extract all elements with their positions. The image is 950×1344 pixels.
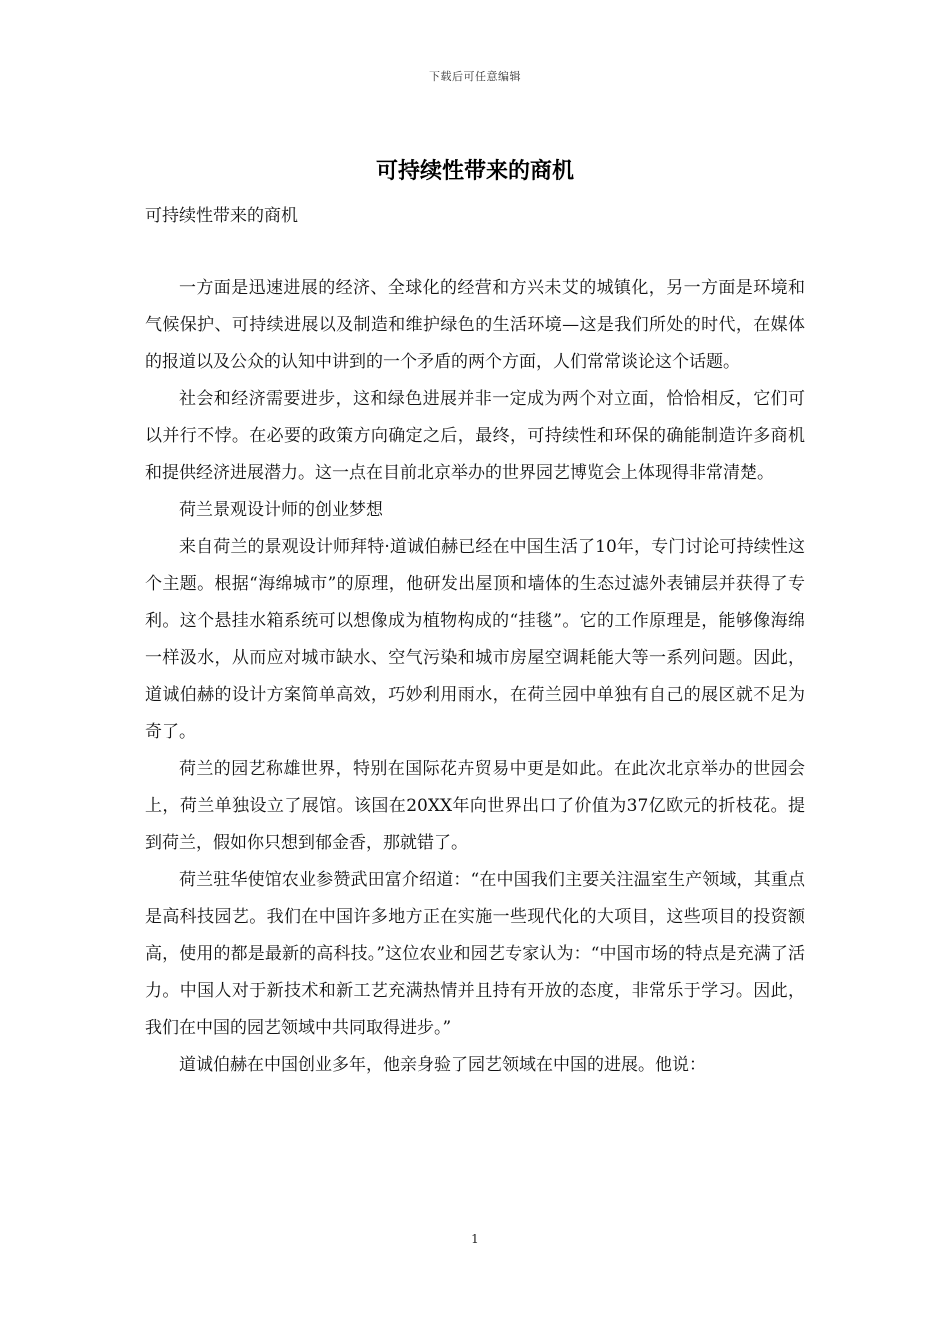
header-note: 下载后可任意编辑 (429, 70, 521, 83)
paragraph: 道诚伯赫在中国创业多年，他亲身验了园艺领域在中国的进展。他说： (179, 1055, 706, 1075)
paragraph: 荷兰的园艺称雄世界，特别在国际花卉贸易中更是如此。在此次北京举办的世园会上，荷兰单独设立了展馆。该国在20XX年向世界出口了价值为37亿欧元的折枝花。提到荷兰，假如你只想到郁金香，那就错了。 (145, 759, 805, 853)
paragraph: 一方面是迅速进展的经济、全球化的经营和方兴未艾的城镇化，另一方面是环境和气候保护、可持续进展以及制造和维护绿色的生活环境—这是我们所处的时代，在媒体的报道以及公众的认知中讲到的一个矛盾的两个方面，人们常常谈论这个话题。 (145, 278, 805, 372)
document-body (145, 270, 805, 1084)
paragraph: 社会和经济需要进步，这和绿色进展并非一定成为两个对立面，恰恰相反，它们可以并行不悖。在必要的政策方向确定之后，最终，可持续性和环保的确能制造许多商机和提供经济进展潜力。这一点在目前北京举办的世界园艺博览会上体现得非常清楚。 (145, 389, 805, 483)
document-subtitle: 可持续性带来的商机 (145, 206, 298, 226)
document-title: 可持续性带来的商机 (375, 158, 574, 184)
paragraph: 荷兰驻华使馆农业参赞武田富介绍道：“在中国我们主要关注温室生产领域，其重点是高科技园艺。我们在中国许多地方正在实施一些现代化的大项目，这些项目的投资额高，使用的都是最新的高科技。”这位农业和园艺专家认为：“中国市场的特点是充满了活力。中国人对于新技术和新工艺充满热情并且持有开放的态度，非常乐于学习。因此，我们在中国的园艺领域中共同取得进步。” (145, 870, 805, 1038)
page-number: 1 (471, 1232, 479, 1246)
paragraph: 来自荷兰的景观设计师拜特·道诚伯赫已经在中国生活了10年，专门讨论可持续性这个主题。根据“海绵城市”的原理，他研发出屋顶和墙体的生态过滤外表铺层并获得了专利。这个悬挂水箱系统可以想像成为植物构成的“挂毯”。它的工作原理是，能够像海绵一样汲水，从而应对城市缺水、空气污染和城市房屋空调耗能大等一系列问题。因此，道诚伯赫的设计方案简单高效，巧妙利用雨水，在荷兰园中单独有自己的展区就不足为奇了。 (145, 537, 805, 742)
section-heading: 荷兰景观设计师的创业梦想 (179, 500, 383, 520)
